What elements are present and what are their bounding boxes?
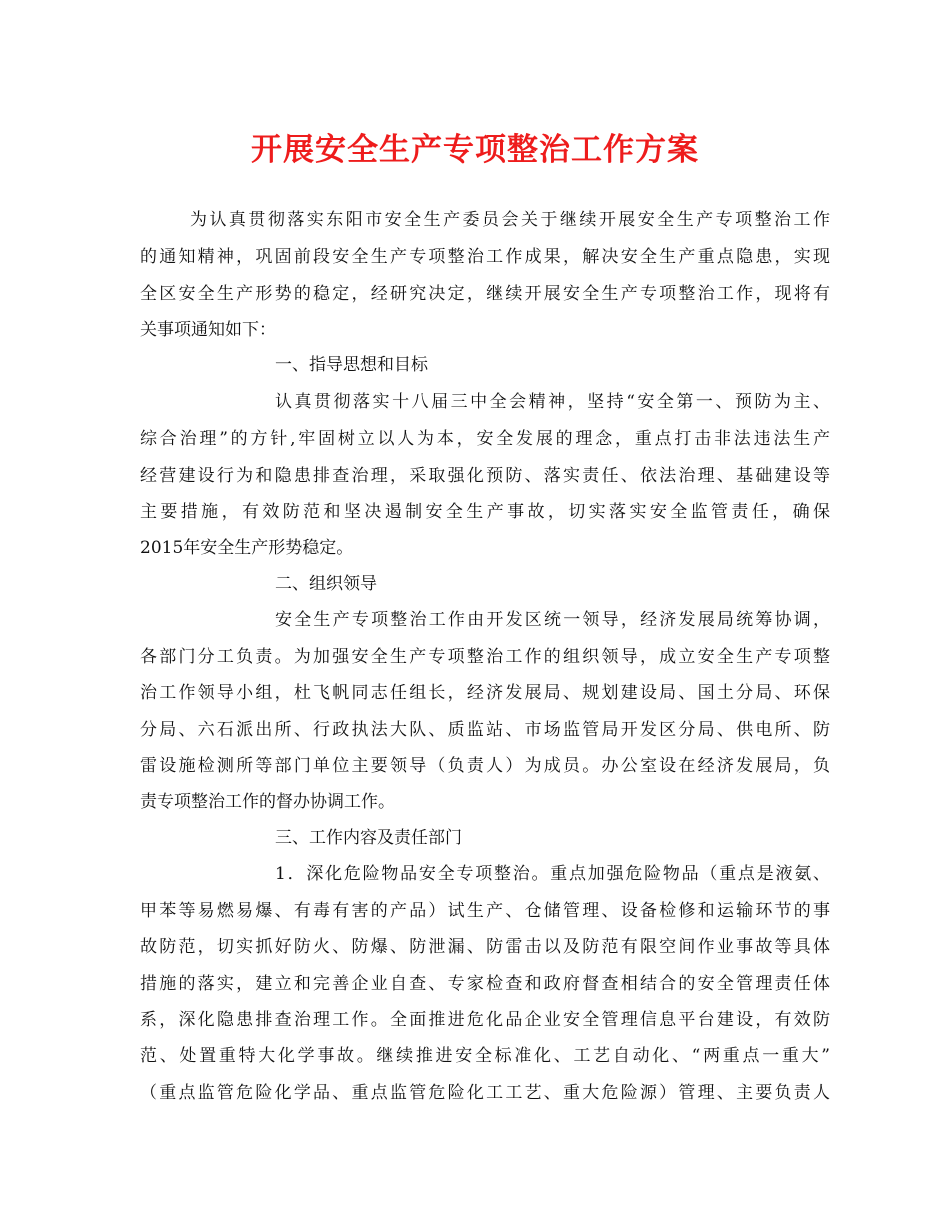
body-line: 措施的落实，建立和完善企业自查、专家检查和政府督查相结合的安全管理责任体 [140, 974, 830, 994]
body-line: 1．深化危险物品安全专项整治。重点加强危险物品（重点是液氨、 [275, 864, 830, 884]
intro-line: 全区安全生产形势的稳定，经研究决定，继续开展安全生产专项整治工作，现将有 [140, 284, 830, 304]
body-line: 治工作领导小组，杜飞帆同志任组长，经济发展局、规划建设局、国土分局、环保 [140, 683, 830, 703]
section-heading: 三、工作内容及责任部门 [275, 828, 462, 848]
body-line: 分局、六石派出所、行政执法大队、质监站、市场监管局开发区分局、供电所、防 [140, 720, 830, 740]
document-title: 开展安全生产专项整治工作方案 [251, 132, 699, 168]
body-line: 责专项整治工作的督办协调工作。 [140, 792, 395, 812]
body-line: 综合治理”的方针,牢固树立以人为本，安全发展的理念，重点打击非法违法生产 [140, 429, 830, 449]
body-line: 2015年安全生产形势稳定。 [140, 538, 354, 558]
body-line: 故防范，切实抓好防火、防爆、防泄漏、防雷击以及防范有限空间作业事故等具体 [140, 937, 830, 957]
section-heading: 一、指导思想和目标 [275, 355, 428, 375]
intro-line: 关事项通知如下： [140, 320, 276, 340]
body-line: 各部门分工负责。为加强安全生产专项整治工作的组织领导，成立安全生产专项整 [140, 647, 830, 667]
body-line: 安全生产专项整治工作由开发区统一领导，经济发展局统筹协调， [275, 610, 830, 630]
body-line: 经营建设行为和隐患排查治理，采取强化预防、落实责任、依法治理、基础建设等 [140, 466, 830, 486]
intro-line: 的通知精神，巩固前段安全生产专项整治工作成果，解决安全生产重点隐患，实现 [140, 247, 830, 267]
body-line: 甲苯等易燃易爆、有毒有害的产品）试生产、仓储管理、设备检修和运输环节的事 [140, 901, 830, 921]
section-heading: 二、组织领导 [275, 574, 377, 594]
body-line: 主要措施，有效防范和坚决遏制安全生产事故，切实落实安全监管责任，确保 [140, 502, 830, 522]
intro-line: 为认真贯彻落实东阳市安全生产委员会关于继续开展安全生产专项整治工作 [190, 210, 830, 230]
body-line: 雷设施检测所等部门单位主要领导（负责人）为成员。办公室设在经济发展局，负 [140, 756, 830, 776]
body-line: 认真贯彻落实十八届三中全会精神，坚持“安全第一、预防为主、 [275, 392, 830, 412]
body-line: 系，深化隐患排查治理工作。全面推进危化品企业安全管理信息平台建设，有效防 [140, 1010, 830, 1030]
body-line: （重点监管危险化学品、重点监管危险化工工艺、重大危险源）管理、主要负责人 [140, 1083, 830, 1103]
body-line: 范、处置重特大化学事故。继续推进安全标准化、工艺自动化、“两重点一重大” [140, 1046, 830, 1066]
